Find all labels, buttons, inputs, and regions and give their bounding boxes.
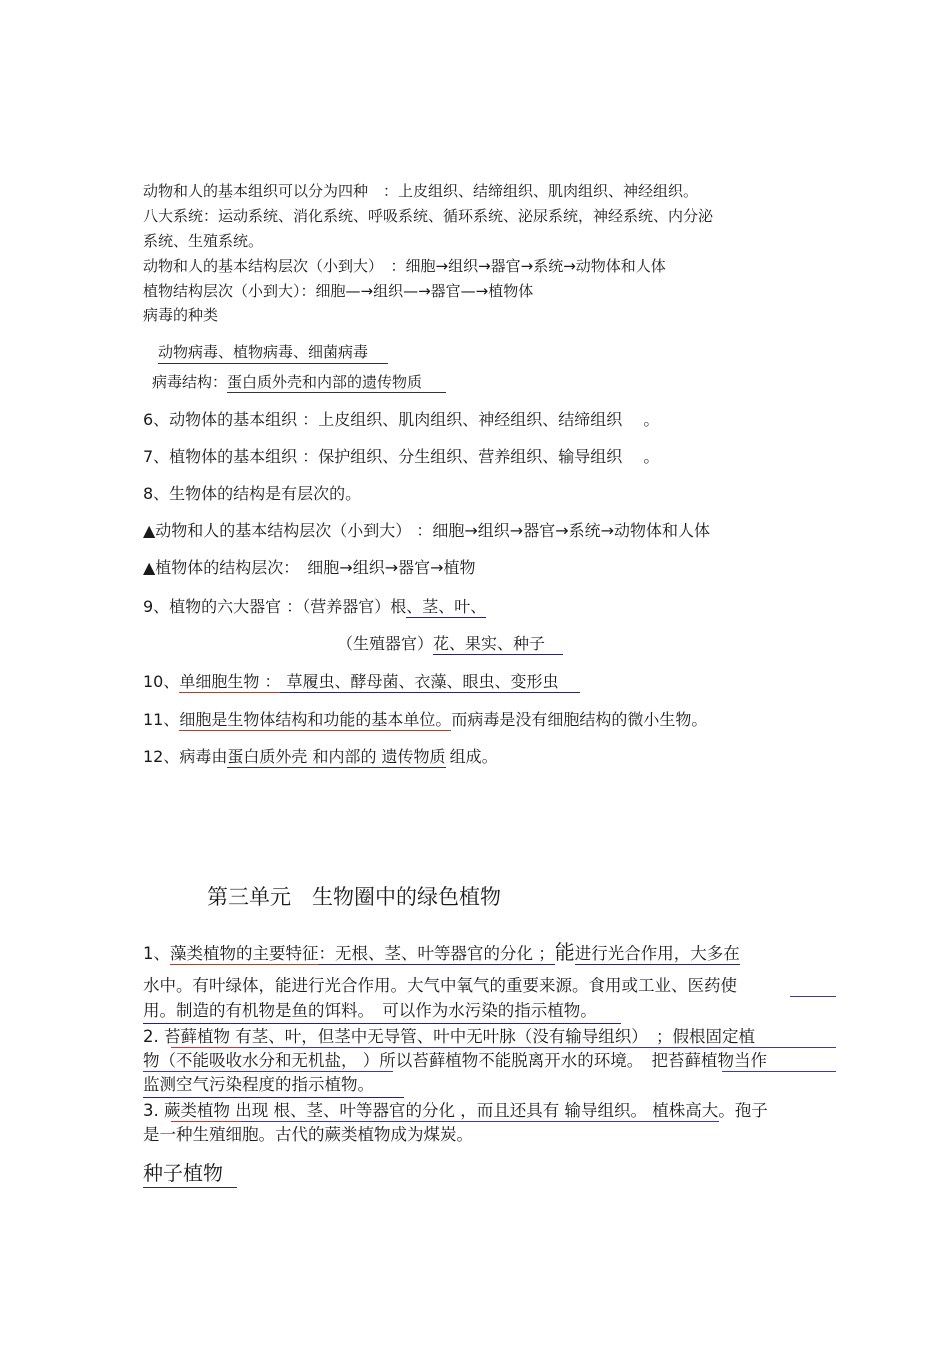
item-12-underlined: 蛋白质外壳 和内部的 遗传物质	[227, 747, 446, 766]
unit3-p2-line2: 物（不能吸收水分和无机盐， ）所以苔藓植物不能脱离开水的环境。 把苔藓植物当作	[143, 1051, 767, 1070]
underline-rule	[241, 1121, 719, 1122]
item-9-value: 、茎、叶、	[406, 597, 487, 616]
underline-rule	[241, 1047, 836, 1048]
virus-structure-row	[152, 373, 446, 392]
unit3-p1-line2: 水中。有叶绿体，能进行光合作用。大气中氧气的重要来源。食用或工业、医药使	[143, 976, 737, 995]
item-12-rest: 组成。	[449, 747, 498, 766]
item-9b-value: 花、果实、种子	[433, 634, 563, 655]
item-6: 6、动物体的基本组织 ：上皮组织、肌肉组织、神经组织、结缔组织 。	[143, 410, 660, 429]
unit3-p1-line3: 用。制造的有机物是鱼的饵料。 可以作为水污染的指示植物。	[143, 1001, 621, 1024]
unit3-p3-line1: 3. 蕨类植物 出现 根、茎、叶等器官的分化 ，而且还具有 输导组织。 植株高大。孢子	[143, 1101, 768, 1120]
p1-prefix: 1、	[143, 944, 170, 963]
unit3-p3-line2: 是一种生殖细胞。古代的蕨类植物成为煤炭。	[143, 1125, 473, 1144]
triangle-item-2: ▲植物体的结构层次： 细胞→组织→器官→植物	[143, 558, 476, 577]
unit3-p1-line1	[143, 940, 740, 965]
item-11	[143, 710, 707, 730]
unit3-p2-line3: 监测空气污染程度的指示植物。	[143, 1075, 404, 1098]
item-11-prefix: 11、	[143, 710, 180, 729]
text-line: 系统、生殖系统。	[143, 232, 264, 250]
item-10-label: 单细胞生物 ：	[179, 672, 281, 691]
item-9b-prefix: （生殖器官）	[337, 634, 434, 653]
seed-plants-heading: 种子植物	[143, 1161, 237, 1188]
item-10-value: 草履虫、酵母菌、衣藻、眼虫、变形虫	[280, 672, 580, 693]
underline-rule	[171, 1121, 241, 1122]
p1-a: ：无根、茎、叶等器官的分化 ；	[318, 944, 555, 963]
virus-structure-label: 病毒结构：	[152, 373, 228, 391]
text-line: 病毒的种类	[143, 306, 219, 324]
virus-structure-value: 蛋白质外壳和内部的遗传物质	[227, 373, 446, 393]
item-12-prefix: 12、病毒由	[143, 747, 228, 766]
item-10	[143, 672, 580, 692]
underline-rule	[790, 996, 836, 997]
unit3-p2-line1: 2. 苔藓植物 有茎、叶，但茎中无导管、叶中无叶脉（没有输导组织） ；假根固定植	[143, 1027, 755, 1046]
p1-big-char: 能	[554, 940, 575, 964]
item-9b	[337, 634, 563, 654]
unit3-heading: 第三单元 生物圈中的绿色植物	[207, 885, 501, 909]
triangle-item-1: ▲动物和人的基本结构层次（小到大） ：细胞→组织→器官→系统→动物体和人体	[143, 521, 711, 540]
p1-label: 藻类植物的主要特征	[170, 944, 319, 963]
item-9-prefix: 9、植物的六大器官 ：（营养器官）根	[143, 597, 407, 616]
item-10-prefix: 10、	[143, 672, 180, 691]
item-9	[143, 597, 486, 617]
virus-types: 动物病毒、植物病毒、细菌病毒	[158, 343, 388, 364]
underline-rule	[143, 1071, 393, 1072]
item-8: 8、生物体的结构是有层次的。	[143, 484, 362, 503]
underline-rule	[171, 1047, 241, 1048]
text-line: 八大系统：运动系统、消化系统、呼吸系统、循环系统、泌尿系统，神经系统、内分泌	[143, 207, 714, 225]
item-12	[143, 747, 498, 767]
underline-rule	[722, 1071, 836, 1072]
text-line: 植物结构层次（小到大）：细胞—→组织—→器官—→植物体	[143, 282, 534, 300]
item-11-rest: 而病毒是没有细胞结构的微小生物。	[451, 710, 708, 729]
text-line: 动物和人的基本结构层次（小到大） ：细胞→组织→器官→系统→动物体和人体	[143, 257, 666, 275]
text-line: 动物和人的基本组织可以分为四种 ：上皮组织、结缔组织、肌肉组织、神经组织。	[143, 182, 699, 200]
item-7: 7、植物体的基本组织 ：保护组织、分生组织、营养组织、输导组织 。	[143, 447, 660, 466]
item-11-underlined: 细胞是生物体结构和功能的基本单位。	[179, 710, 452, 729]
p1-b: 进行光合作用，大多在	[574, 944, 740, 963]
